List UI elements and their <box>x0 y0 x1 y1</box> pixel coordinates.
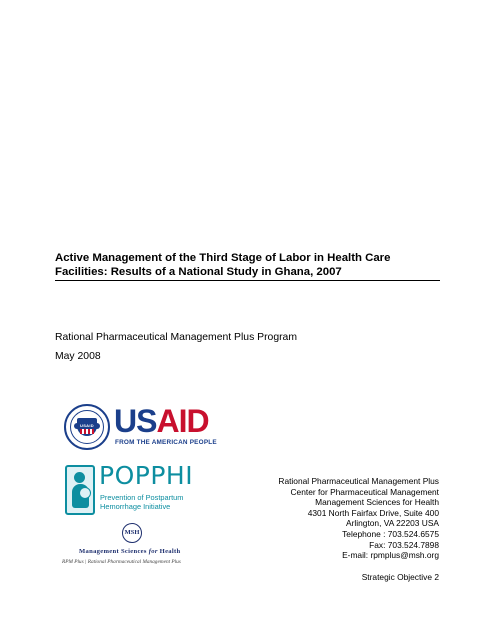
title-line-2: Facilities: Results of a National Study in Ghana, 2007 <box>55 266 342 278</box>
program-name: Rational Pharmaceutical Management Plus Program <box>55 332 297 343</box>
mother-child-icon <box>65 465 95 515</box>
mother-head <box>74 472 85 483</box>
usaid-seal-icon <box>64 404 110 450</box>
usaid-wordmark-us: US <box>114 403 157 439</box>
msh-name-part-1: Management Sciences <box>79 548 149 555</box>
usaid-wordmark-aid: AID <box>156 403 209 439</box>
seal-label: USAID <box>74 423 100 429</box>
address-line: 4301 North Fairfax Drive, Suite 400 <box>307 507 439 518</box>
address-line: Management Sciences for Health <box>315 497 439 508</box>
popphi-subtitle-line-1: Prevention of Postpartum <box>100 493 184 502</box>
document-title <box>55 251 440 281</box>
title-line-1: Active Management of the Third Stage of Labor in Health Care <box>55 252 391 264</box>
usaid-tagline: FROM THE AMERICAN PEOPLE <box>115 439 217 446</box>
msh-logo <box>60 522 220 570</box>
msh-program-line: RPM Plus | Rational Pharmaceutical Management Plus <box>62 559 181 565</box>
msh-name <box>79 548 181 555</box>
msh-name-for: for <box>148 548 158 555</box>
contact-address <box>278 476 439 561</box>
address-line: Telephone : 703.524.6575 <box>342 528 439 539</box>
baby-head <box>79 487 91 499</box>
popphi-wordmark: POPPHI <box>99 461 194 490</box>
popphi-subtitle <box>100 493 210 511</box>
publication-date: May 2008 <box>55 351 101 362</box>
msh-badge-icon: MSH <box>122 523 142 543</box>
address-line: Rational Pharmaceutical Management Plus <box>278 476 439 486</box>
address-line: Fax: 703.524.7898 <box>369 539 439 550</box>
usaid-logo <box>64 403 217 452</box>
email-link[interactable]: E-mail: rpmplus@msh.org <box>342 550 439 561</box>
popphi-subtitle-line-2: Hemorrhage Initiative <box>100 502 171 511</box>
popphi-logo <box>65 461 215 517</box>
address-line: Arlington, VA 22203 USA <box>346 518 439 529</box>
address-line: Center for Pharmaceutical Management <box>290 486 439 497</box>
msh-name-part-2: Health <box>157 548 181 555</box>
strategic-objective: Strategic Objective 2 <box>361 572 439 582</box>
usaid-wordmark <box>114 405 209 437</box>
